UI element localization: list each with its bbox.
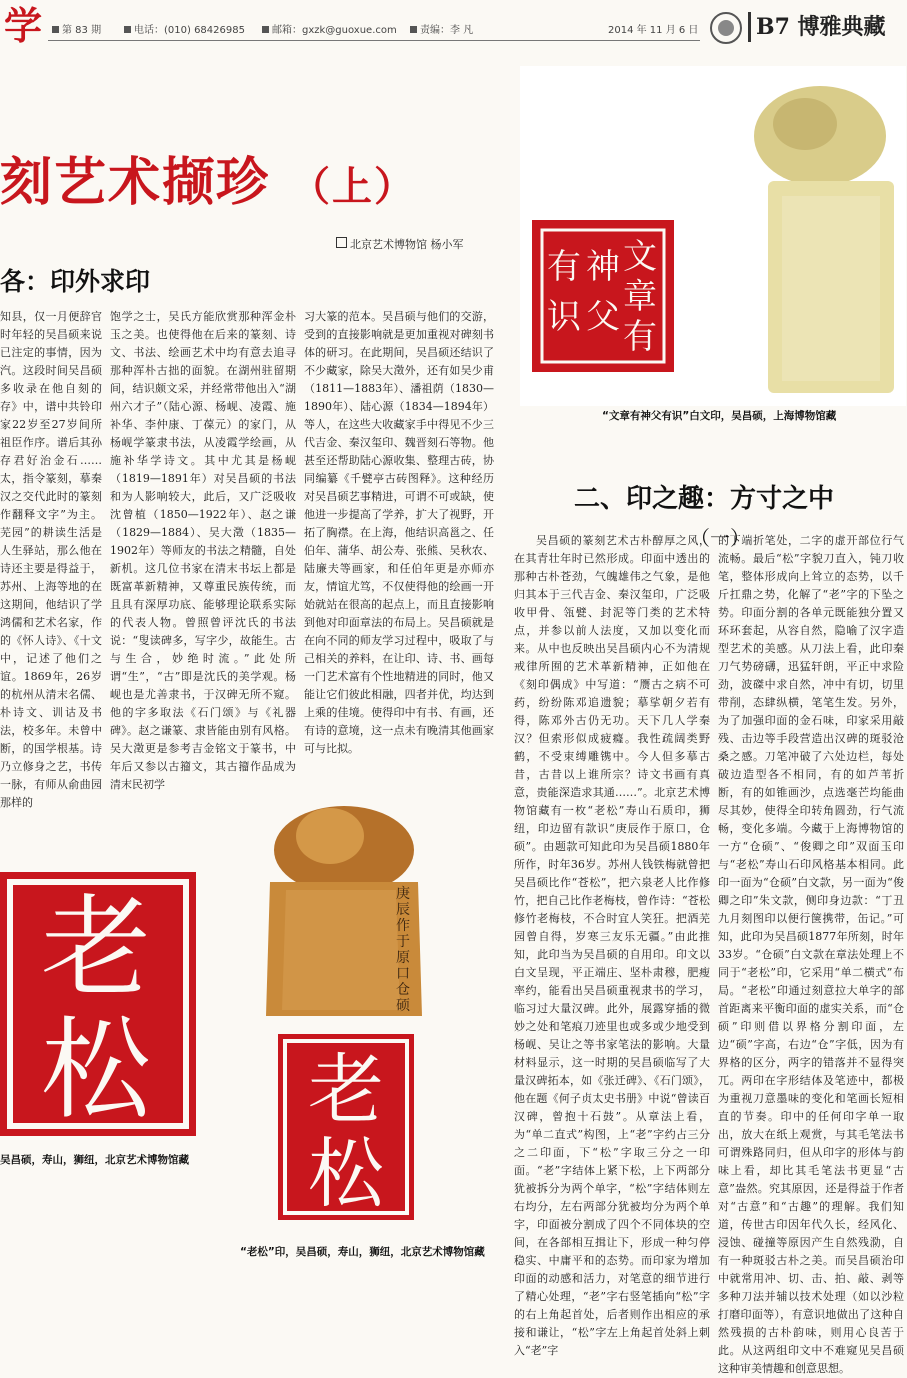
title-suffix: （上）: [290, 163, 417, 210]
issue-date: 2014 年 11 月 6 日: [608, 25, 699, 36]
seal-char: 有: [623, 317, 657, 357]
masthead-logo: 学: [4, 3, 43, 48]
editor-info: 责编：李 凡: [410, 21, 473, 36]
text-column-4: 吴昌硕的篆刻艺术古朴醇厚之风，在其青壮年时已然形成。印面中透出的那种古朴苍劲，气魄雄伟之气象，是他归其本于三代吉金、秦汉玺印，广泛吸收甲骨、瓴甓、封泥等门类的艺术特点，并参以前人法度，又加以变化而来。从中也反映出吴昌硕内心不为清规戒律所囿的艺术革新精神，正如他在《刻印偶成》中写道：“赝古之病不可药，纷纷陈邓追遗貌；摹挲朝夕若有得，陈邓外古仍无功。天下几人学秦汉？但索形似成疲癃。我性疏阔类野鹤，不受束缚雕镌中。今人但多摹古昔，古昔以上谁所宗？诗文书画有真意，贵能深造求其通……”。北京艺术博物馆藏有一枚“老松”寿山石质印，狮纽，印边留有款识“庚辰作于原口，仓硕”。由题款可知此印为吴昌硕1880年所作，时年36岁。苏州人钱铁梅就曾把吴昌硕比作“苍松”，把六泉老人比作修竹，把自己比作老梅枝，曾作诗：“苍松修竹老梅枝，不合时宜人笑狂。把酒芜园曾自得，岁寒三友乐无疆。”由此推知，此印当为吴昌硕的自用印。印文以白文呈现，平正端庄、坚朴肃穆，肥瘦率约，能看出吴昌硕重视隶书的学习，临习过大量汉碑。此外，展露穿插的微妙之处和笔痕刀迹里也或多或少地受到杨岘、吴让之等书家笔法的影响。大量材料显示，这一时期的吴昌硕临写了大量汉碑拓本，如《张迁碑》、《石门颂》，他在题《何子贞太史书册》中说“曾读百汉碑，曾抱十石鼓”。从章法上看，为“单二直式”构图，上“老”字约占三分之二印面，下“松”字取三分之一印面。“老”字结体上紧下松，上下两部分犹被拆分为两个单字，“松”字结体则左右均分，左右两部分犹被均分为两个单字，印面被分割成了四个不同体块的空间，在各部相互揖让下，形成一种匀停稳实、中庸平和的态势。而印家为增加印面的动感和活力，对笔意的细节进行了精心处理，“老”字右竖笔插向“松”字的右上角起首处，后者则作出相应的承接和谦让，“松”字左上角起首处斜上刺入“老”字: [514, 534, 710, 1357]
seal-inscription: 庚辰作于原口仓硕: [396, 886, 410, 1014]
text-column-1: 知县，仅一月便辞官时年轻的吴昌硕来说已注定的事情，因为汽。这段时间吴昌硕多收录在他自刻的存》中，谱中共铃印家22岁至27岁间所祖臣作序。谱后其孙存君好治金石……太，指令篆刻，摹秦汉之交代此时的篆刻作翻释文字”为主。芜园”的耕读生活是人生驿站，那么他在诗还主要是得益于，苏州、上海等地的在这期间，他结识了学鸿儒和艺术名家，作的《怀人诗》、《十文中，记述了他们之谊。1869年，26岁的杭州从清末名儒、朴诗文、训诂及书法，校多年。未曾中断，的国学根基。诗乃立修身之艺，书传一脉，有师从俞曲园那样的: [0, 310, 102, 809]
seal-char: 有: [547, 247, 581, 287]
seal-photo-right: [520, 66, 906, 406]
seal-char: 老: [308, 1045, 384, 1134]
caption-seal-bottom: “老松”印，吴昌硕，寿山，狮纽，北京艺术博物馆藏: [240, 1246, 485, 1258]
issue-number: 第 83 期: [52, 21, 101, 36]
caption-seal-left: 吴昌硕，寿山，狮纽，北京艺术博物馆藏: [0, 1154, 189, 1166]
section2-subheading: （一）: [690, 526, 750, 550]
seal-char: 章: [623, 277, 657, 317]
shoushan-seal-photo: [246, 790, 442, 1026]
seal-char: 文: [623, 237, 657, 277]
section1-heading: 各：印外求印: [0, 267, 151, 296]
seal-char: 松: [41, 1006, 151, 1134]
laosong-seal-left: [0, 868, 200, 1140]
red-seal-impression: [528, 216, 678, 376]
newspaper-emblem-icon: [710, 12, 742, 44]
article-title: 刻艺术撷珍 （上）: [0, 152, 417, 213]
email-info: 邮箱：gxzk@guoxue.com: [262, 21, 397, 36]
header-rule: [48, 40, 700, 41]
text-column-5: 的下端折笔处，二字的虚开部位行气流畅。最后“松”字貌刀直入，钝刀收笔，整体形成向上耸立的态势，以千斤扛鼎之势，化解了“老”字的下坠之势。印面分割的各单元既能独分置又环环套起，从容自然，隐喻了汉字造型艺术的美感。从刀法上看，此印秦刀气势磅礴，迅猛轩朗，平正中求险劲，波磔中求自然，冲中有切，切里带削，态肆纵横，笔笔生发。另外，为了加强印面的金石味，印家采用敲残、击边等手段营造出汉碑的斑驳沧桑之感。刀笔冲破了六处边栏，每处破边造型各不相同，有的如芦苇折断，有的如锥画沙，点选毫芒均能曲尽其妙，使得全印转角圆劲，行气流畅，变化多端。今藏于上海博物馆的一方“仓硕”、“俊卿之印”双面玉印与“老松”寿山石印风格基本相同。此印一面为“仓硕”白文款，另一面为“俊卿之印”朱文款，侧印身边款：“丁丑九月刻图印以便行箧携带，缶记。”可知，此印为吴昌硕1877年所刻，时年33岁。“仓硕”白文款在章法处理上不同于“老松”印，它采用“单二横式”布局。“老松”印通过刻意拉大单字的部首距离来平衡印面的虚实关系，而“仓硕”印则借以界格分割印面，左边“硕”字高，右边“仓”字低，因为有界格的区分，两字的错落并不显得突兀。两印在字形结体及笔迹中，都极为重视刀意墨味的变化和笔画长短相直的节奏。印中的任何印字单一取出，放大在纸上观赏，与其毛笔法书可谓殊路同归，但从印字的形体与韵味上看，却比其毛笔法书更显“古意”盎然。究其原因，还是得益于作者对“古意”和“古趣”的理解。我们知道，传世古印因年代久长，经风化、浸蚀、碰撞等原因产生自然残泐，自有一种斑驳古朴之美。而吴昌硕治印中就常用冲、切、击、拍、敲、剥等多种刀法并辅以技术处理（如以沙粒打磨印面等），有意识地做出了这种自然残损的古朴韵味，则用心良苦于此。从这两组印文中不难窥见吴昌硕这种审美情趣和创意思想。: [718, 534, 904, 1375]
text-column-3: 习大篆的范本。吴昌硕与他们的交游，受到的直接影响就是更加重视对碑刻书体的研习。在此期间，吴昌硕还结识了不少藏家，除吴大澂外，还有如吴少甫（1811—1883年）、潘祖荫（1830—1890年）、陆心源（1834—1894年）等人，在这些大收藏家手中得见不少三代吉金、秦汉玺印、魏晋刻石等物。他甚至还帮助陆心源收集、整理古砖，协同编纂《千甓亭古砖图释》。这种经历对吴昌硕艺事精进，可谓不可或缺，使他进一步提高了学养，扩大了视野，开拓了胸襟。在上海，他结识高邕之、任伯年、蒲华、胡公寿、张熊、吴秋农、陆廉夫等画家，和任伯年更是亦师亦友，情谊尤笃，不仅使得他的绘画一开始就站在很高的起点上，而且直接影响到他对印面章法的布局上。吴昌硕就是在向不同的师友学习过程中，吸取了与己相关的养料，在让印、诗、书、画每一门艺术富有个性地精进的同时，他又能让它们彼此相融，四者并优，均达到上乘的佳境。使得印中有书、有画，还有诗的意境，这一点未有晚清其他画家可与比拟。: [304, 310, 494, 755]
phone-info: 电话：(010) 68426985: [124, 21, 245, 36]
seal-char: 松: [308, 1129, 384, 1218]
seal-char: 父: [586, 297, 620, 337]
article-author: 北京艺术博物馆 杨小军: [336, 236, 464, 252]
page-header: [0, 0, 907, 50]
section2-heading: 二、印之趣：方寸之中: [574, 484, 835, 514]
section-name: B7 博雅典藏: [756, 14, 886, 40]
text-column-2: 饱学之士，吴氏方能欣赏那种浑金朴玉之美。也使得他在后来的篆刻、诗文、书法、绘画艺术中均有意去追寻那种浑朴古拙的面貌。在湖州驻留期间，结识颇文采，并经常带他出入“湖州六才子”（陆心源、杨岘、凌霞、施补华、李仲康、丁葆元）的家门，从杨岘学篆隶书法，从凌霞学绘画，从施补华学诗文。其中尤其是杨岘（1819—1891年）对吴昌硕的书法和为人影响较大，此后，又广泛吸收沈曾植（1850—1922年）、赵之谦（1829—1884）、吴大澂（1835—1902年）等师友的书法之精髓，自处新机。这几位书家在清末书坛上都是既富革新精神，又尊重民族传统，而且具有深厚功底、能够理论联系实际的代表人物。曾照曾评沈氏的书法说：“叟读碑多，写字少，故能生。古与生合，妙绝时流。”此处所谓“生”，“古”即是沈氏的美学观。杨岘也是尤善隶书，于汉碑无所不窥。他的字多取法《石门颂》与《礼器碑》。赵之谦篆、隶皆能由别有风格。吴大澂更是参考吉金铭文于篆书，中年后又参以古籀文，其古籀作品成为清末民初学: [110, 310, 296, 791]
seal-char: 识: [547, 297, 581, 337]
seal-char: 老: [41, 884, 151, 1012]
shoushan-seal-image: [246, 790, 442, 1026]
caption-seal-right: “文章有神父有识”白文印，吴昌硕，上海博物馆藏: [602, 410, 837, 422]
seal-char: 神: [586, 247, 620, 287]
section-divider: [748, 12, 751, 42]
laosong-seal-bottom: [278, 1034, 418, 1222]
